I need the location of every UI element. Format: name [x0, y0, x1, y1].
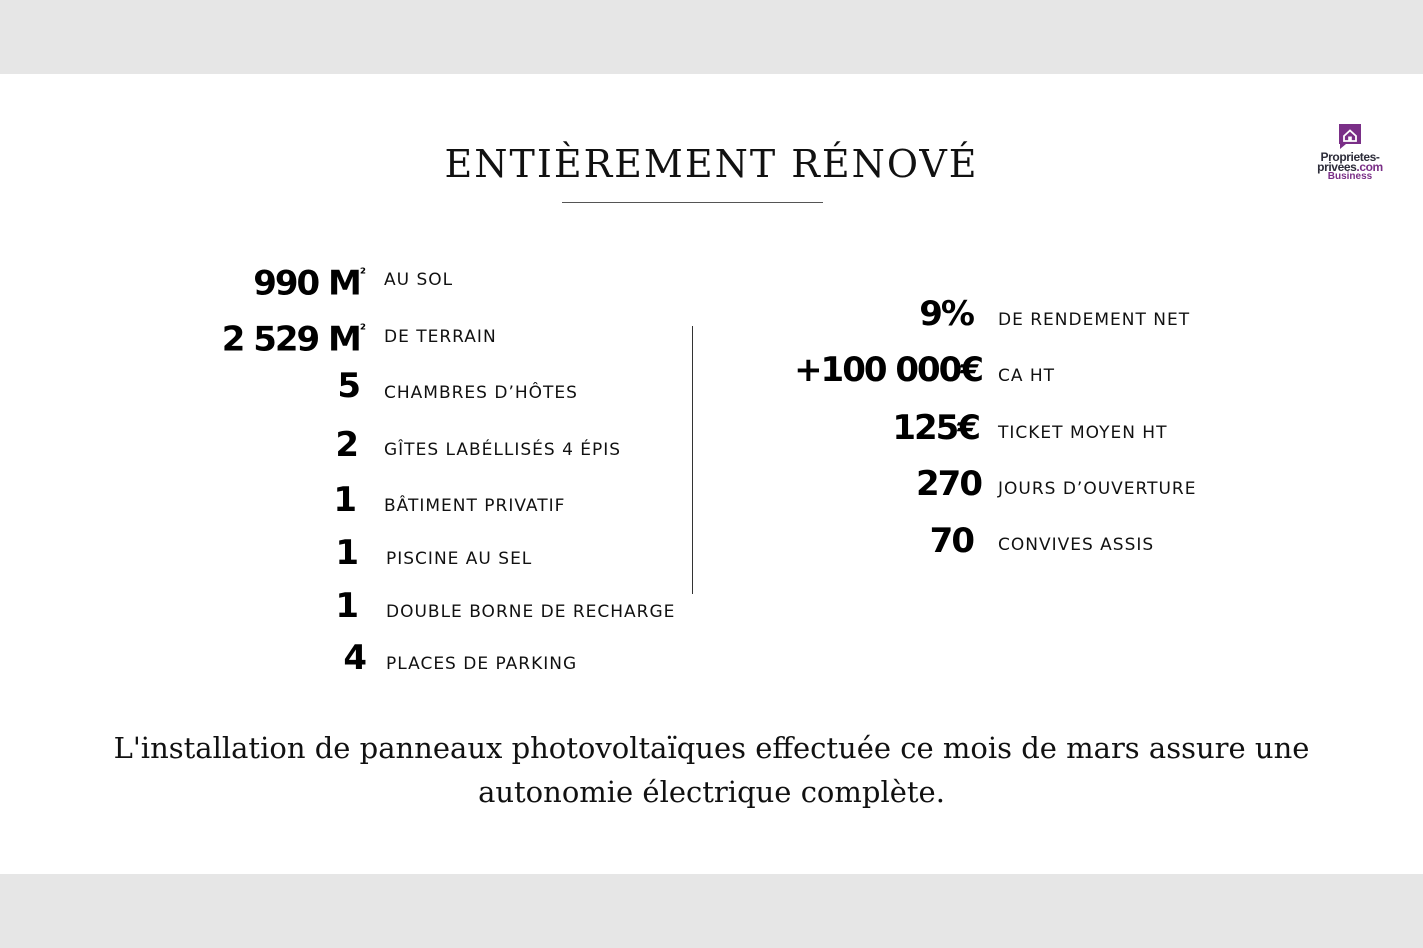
stat-value-revenue: +100 000€	[794, 350, 982, 390]
stat-value-land-area	[222, 314, 366, 359]
stat-unit: ²	[359, 322, 366, 338]
brand-name-line1: Proprietes-	[1320, 150, 1380, 164]
page-title: ENTIÈREMENT RÉNOVÉ	[444, 142, 979, 186]
stat-value-floor-area	[253, 258, 366, 303]
stat-value-gites: 2	[335, 425, 357, 465]
stat-value-guests-seated: 70	[929, 521, 973, 561]
stat-value-pool: 1	[335, 533, 357, 573]
brand-business-label: Business	[1327, 171, 1373, 182]
stat-value-opening-days: 270	[916, 464, 981, 504]
stat-label-opening-days: JOURS D’OUVERTURE	[998, 479, 1197, 499]
stat-value-charging: 1	[335, 586, 357, 626]
stat-value-text: 2 529 M	[221, 319, 360, 360]
stat-label-gites: GÎTES LABÉLLISÉS 4 ÉPIS	[384, 440, 622, 460]
stat-label-pool: PISCINE AU SEL	[386, 549, 533, 569]
stat-value-guest-rooms: 5	[337, 366, 359, 406]
column-divider	[692, 326, 693, 594]
brand-name-domain: .com	[1356, 160, 1383, 174]
house-speech-bubble-icon	[1337, 122, 1363, 151]
brand-logo	[1308, 122, 1392, 188]
document-sheet	[0, 74, 1423, 874]
stat-value-net-yield: 9%	[919, 294, 973, 334]
stat-label-floor-area: AU SOL	[384, 270, 454, 290]
stat-label-parking: PLACES DE PARKING	[386, 654, 578, 674]
stat-label-revenue: CA HT	[998, 366, 1056, 386]
stat-value-text: 990 M	[253, 263, 360, 304]
stat-label-land-area: DE TERRAIN	[384, 327, 497, 347]
brand-name	[1308, 152, 1392, 182]
stat-label-private-building: BÂTIMENT PRIVATIF	[384, 496, 566, 516]
stat-label-net-yield: DE RENDEMENT NET	[998, 310, 1191, 330]
stat-unit: ²	[359, 266, 366, 282]
title-underline	[562, 202, 823, 203]
stat-value-ticket: 125€	[892, 408, 979, 448]
stat-label-guest-rooms: CHAMBRES D’HÔTES	[384, 383, 578, 403]
stat-value-private-building: 1	[333, 480, 355, 520]
stat-label-charging: DOUBLE BORNE DE RECHARGE	[386, 602, 676, 622]
brand-name-privees: privees	[1317, 160, 1357, 174]
stat-value-parking: 4	[343, 638, 365, 678]
stat-label-guests-seated: CONVIVES ASSIS	[998, 535, 1155, 555]
footer-note: L'installation de panneaux photovoltaïques effectuée ce mois de mars assure une autonomie électrique complète.	[113, 731, 1310, 809]
stat-label-ticket: TICKET MOYEN HT	[998, 423, 1168, 443]
